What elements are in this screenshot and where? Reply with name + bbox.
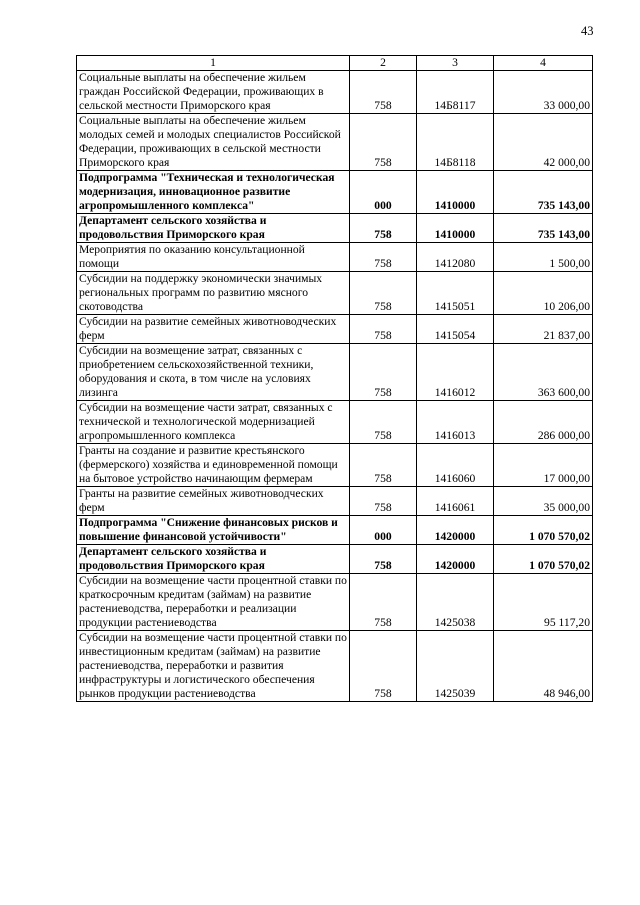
row-code-cell: 1410000 bbox=[417, 214, 494, 243]
row-dept-cell: 758 bbox=[350, 401, 417, 444]
row-amount-cell: 363 600,00 bbox=[494, 344, 593, 401]
row-code-cell: 14Б8117 bbox=[417, 71, 494, 114]
row-name-cell: Департамент сельского хозяйства и продовольствия Приморского края bbox=[77, 545, 350, 574]
table-row bbox=[77, 545, 593, 574]
row-dept-cell: 758 bbox=[350, 243, 417, 272]
row-dept-cell: 758 bbox=[350, 444, 417, 487]
row-dept-cell: 758 bbox=[350, 545, 417, 574]
budget-table bbox=[76, 55, 593, 702]
page-number: 43 bbox=[581, 24, 594, 38]
table-row bbox=[77, 344, 593, 401]
column-header: 1 bbox=[77, 56, 350, 71]
table-row bbox=[77, 71, 593, 114]
row-name-cell: Субсидии на поддержку экономически значимых региональных программ по развитию мясного скотоводства bbox=[77, 272, 350, 315]
row-code-cell: 1416013 bbox=[417, 401, 494, 444]
column-header: 4 bbox=[494, 56, 593, 71]
row-amount-cell: 286 000,00 bbox=[494, 401, 593, 444]
row-dept-cell: 758 bbox=[350, 214, 417, 243]
table-row bbox=[77, 171, 593, 214]
table-row bbox=[77, 574, 593, 631]
table-row bbox=[77, 114, 593, 171]
row-code-cell: 1416012 bbox=[417, 344, 494, 401]
table-row bbox=[77, 631, 593, 702]
row-amount-cell: 21 837,00 bbox=[494, 315, 593, 344]
row-name-cell: Гранты на развитие семейных животноводческих ферм bbox=[77, 487, 350, 516]
table-row bbox=[77, 444, 593, 487]
row-code-cell: 1425039 bbox=[417, 631, 494, 702]
row-name-cell: Департамент сельского хозяйства и продовольствия Приморского края bbox=[77, 214, 350, 243]
column-header: 2 bbox=[350, 56, 417, 71]
row-amount-cell: 42 000,00 bbox=[494, 114, 593, 171]
row-dept-cell: 758 bbox=[350, 71, 417, 114]
row-name-cell: Субсидии на возмещение части процентной ставки по краткосрочным кредитам (займам) на развитие растениеводства, переработки и реализации продукции растениеводства bbox=[77, 574, 350, 631]
column-header: 3 bbox=[417, 56, 494, 71]
row-dept-cell: 000 bbox=[350, 171, 417, 214]
row-code-cell: 1420000 bbox=[417, 545, 494, 574]
row-amount-cell: 33 000,00 bbox=[494, 71, 593, 114]
row-dept-cell: 758 bbox=[350, 574, 417, 631]
row-name-cell: Субсидии на возмещение части процентной ставки по инвестиционным кредитам (займам) на развитие растениеводства, переработки и развития инфраструктуры и логистического обеспечения рынков продукции растениеводства bbox=[77, 631, 350, 702]
row-dept-cell: 000 bbox=[350, 516, 417, 545]
table-row bbox=[77, 243, 593, 272]
row-code-cell: 1410000 bbox=[417, 171, 494, 214]
row-amount-cell: 735 143,00 bbox=[494, 214, 593, 243]
table-row bbox=[77, 516, 593, 545]
table-header-row bbox=[77, 56, 593, 71]
table-row bbox=[77, 487, 593, 516]
row-name-cell: Социальные выплаты на обеспечение жильем граждан Российской Федерации, проживающих в сельской местности Приморского края bbox=[77, 71, 350, 114]
row-dept-cell: 758 bbox=[350, 272, 417, 315]
row-code-cell: 1416060 bbox=[417, 444, 494, 487]
row-name-cell: Подпрограмма "Техническая и технологическая модернизация, инновационное развитие агропромышленного комплекса" bbox=[77, 171, 350, 214]
row-name-cell: Субсидии на развитие семейных животноводческих ферм bbox=[77, 315, 350, 344]
row-code-cell: 1425038 bbox=[417, 574, 494, 631]
row-amount-cell: 10 206,00 bbox=[494, 272, 593, 315]
row-dept-cell: 758 bbox=[350, 487, 417, 516]
row-amount-cell: 48 946,00 bbox=[494, 631, 593, 702]
row-dept-cell: 758 bbox=[350, 344, 417, 401]
table-row bbox=[77, 315, 593, 344]
row-dept-cell: 758 bbox=[350, 114, 417, 171]
row-code-cell: 14Б8118 bbox=[417, 114, 494, 171]
row-code-cell: 1420000 bbox=[417, 516, 494, 545]
row-name-cell: Мероприятия по оказанию консультационной помощи bbox=[77, 243, 350, 272]
row-dept-cell: 758 bbox=[350, 315, 417, 344]
row-code-cell: 1415054 bbox=[417, 315, 494, 344]
row-code-cell: 1412080 bbox=[417, 243, 494, 272]
row-amount-cell: 17 000,00 bbox=[494, 444, 593, 487]
row-name-cell: Субсидии на возмещение затрат, связанных с приобретением сельскохозяйственной техники, оборудования и скота, в том числе на условиях лизинга bbox=[77, 344, 350, 401]
table-row bbox=[77, 214, 593, 243]
table-row bbox=[77, 401, 593, 444]
row-amount-cell: 35 000,00 bbox=[494, 487, 593, 516]
row-amount-cell: 1 070 570,02 bbox=[494, 516, 593, 545]
row-code-cell: 1415051 bbox=[417, 272, 494, 315]
row-dept-cell: 758 bbox=[350, 631, 417, 702]
row-amount-cell: 95 117,20 bbox=[494, 574, 593, 631]
row-name-cell: Субсидии на возмещение части затрат, связанных с технической и технологической модернизацией агропромышленного комплекса bbox=[77, 401, 350, 444]
row-name-cell: Социальные выплаты на обеспечение жильем молодых семей и молодых специалистов Российской Федерации, проживающих в сельской местности Приморского края bbox=[77, 114, 350, 171]
row-amount-cell: 735 143,00 bbox=[494, 171, 593, 214]
row-amount-cell: 1 070 570,02 bbox=[494, 545, 593, 574]
row-amount-cell: 1 500,00 bbox=[494, 243, 593, 272]
row-name-cell: Подпрограмма "Снижение финансовых рисков и повышение финансовой устойчивости" bbox=[77, 516, 350, 545]
row-code-cell: 1416061 bbox=[417, 487, 494, 516]
table-row bbox=[77, 272, 593, 315]
row-name-cell: Гранты на создание и развитие крестьянского (фермерского) хозяйства и единовременной помощи на бытовое устройство начинающим фермерам bbox=[77, 444, 350, 487]
